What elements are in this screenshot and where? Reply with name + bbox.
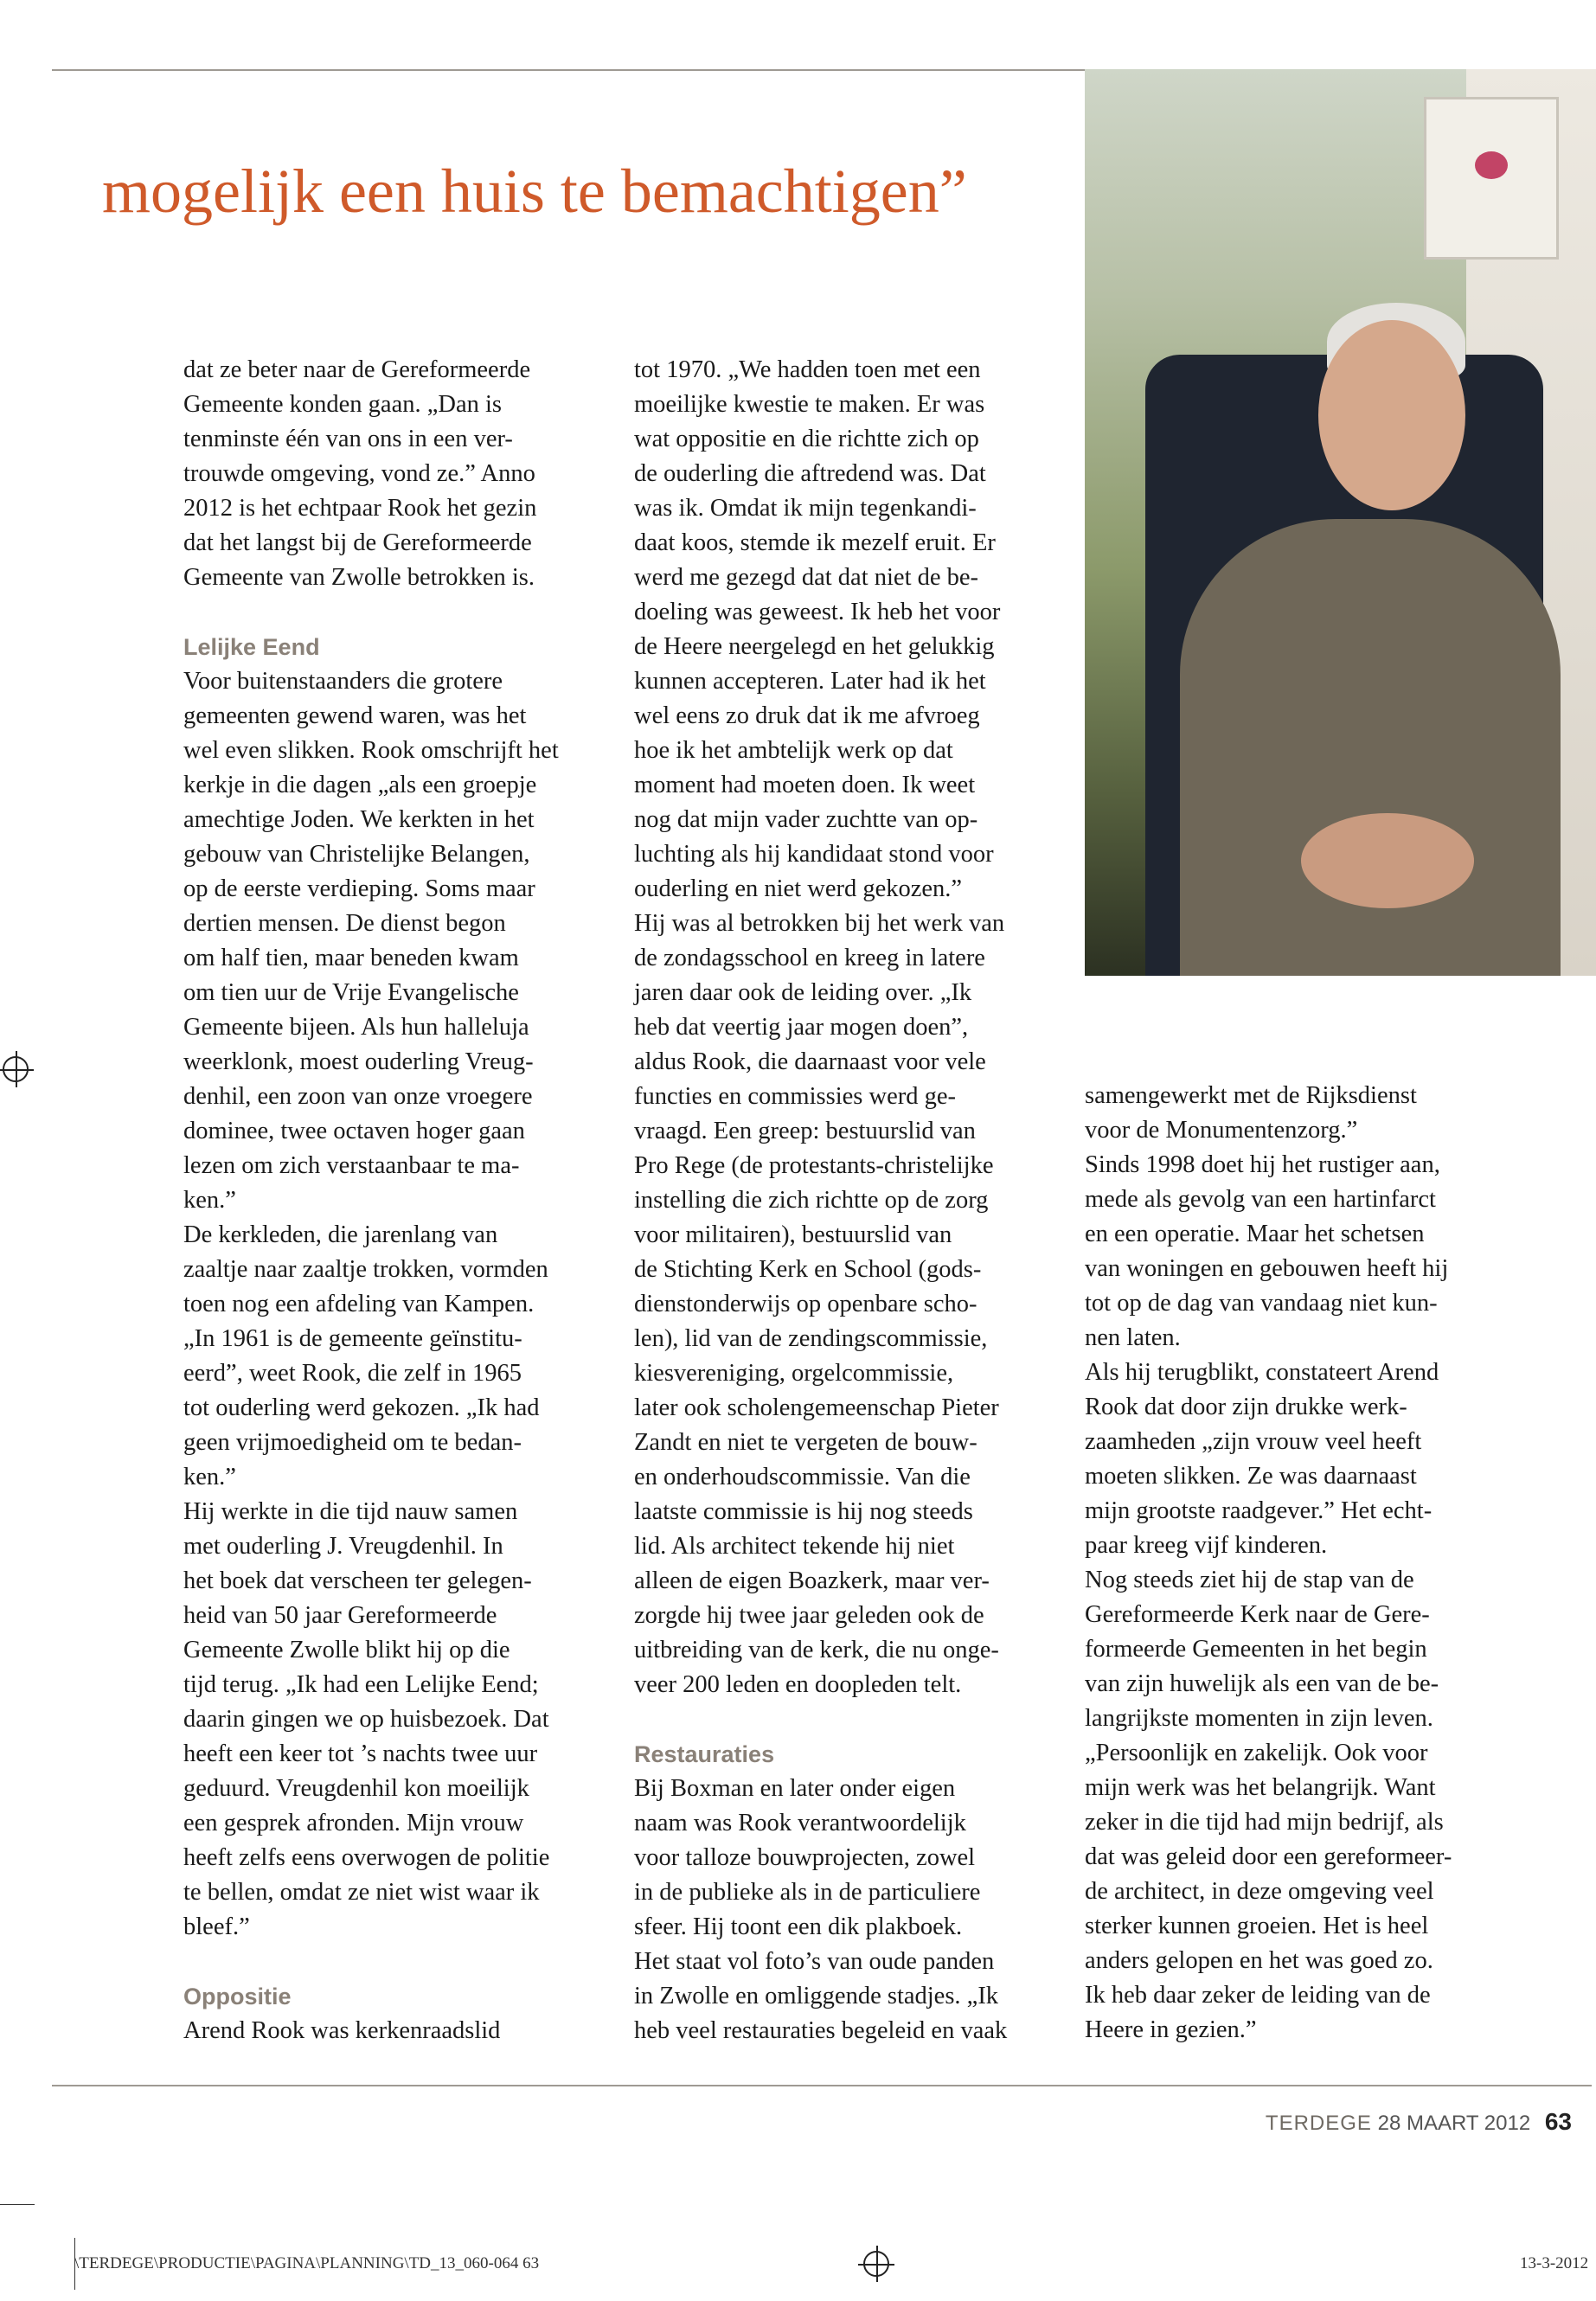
text-line: functies en commissies werd ge- [634,1083,956,1110]
text-line: voor militairen), bestuurslid van [634,1221,952,1248]
text-line: „Persoonlijk en zakelijk. Ook voor [1085,1740,1428,1766]
text-line: denhil, een zoon van onze vroegere [183,1083,533,1110]
text-line: dertien mensen. De dienst begon [183,910,506,937]
text-line: doeling was geweest. Ik heb het voor [634,599,1001,625]
bottom-rule [52,2085,1592,2086]
text-line: ken.” [183,1187,236,1214]
section-heading: Oppositie [183,1984,292,2009]
text-line: Zandt en niet te vergeten de bouw- [634,1429,977,1456]
text-line: de architect, in deze omgeving veel [1085,1878,1434,1905]
section-heading: Lelijke Eend [183,634,320,660]
text-line: kiesvereniging, orgelcommissie, [634,1360,954,1387]
text-line: heeft zelfs eens overwogen de politie [183,1844,550,1871]
text-line: luchting als hij kandidaat stond voor [634,841,994,868]
text-line: len), lid van de zendingscommissie, [634,1325,988,1352]
text-line: nen laten. [1085,1324,1181,1351]
text-line: De kerkleden, die jarenlang van [183,1221,498,1248]
text-line: was ik. Omdat ik mijn tegenkandi- [634,495,977,522]
text-line: toen nog een afdeling van Kampen. [183,1291,535,1317]
text-line: daat koos, stemde ik mezelf eruit. Er [634,529,996,556]
text-line: tot op de dag van vandaag niet kun- [1085,1290,1438,1317]
text-line: sterker kunnen groeien. Het is heel [1085,1913,1429,1939]
registration-mark-icon [863,2251,889,2277]
text-line: moeten slikken. Ze was daarnaast [1085,1463,1417,1490]
text-line: bleef.” [183,1913,250,1940]
text-line: Gereformeerde Kerk naar de Gere- [1085,1601,1430,1628]
text-line: Gemeente bijeen. Als hun halleluja [183,1014,529,1041]
text-line: dat ze beter naar de Gereformeerde [183,356,531,383]
text-line: Bij Boxman en later onder eigen [634,1775,956,1802]
text-line: op de eerste verdieping. Soms maar [183,875,535,902]
text-line: Het staat vol foto’s van oude panden [634,1948,995,1975]
text-line: Als hij terugblikt, constateert Arend [1085,1359,1439,1386]
text-line: Hij was al betrokken bij het werk van [634,910,1005,937]
text-line: Arend Rook was kerkenraadslid [183,2017,501,2044]
text-line: heeft een keer tot ’s nachts twee uur [183,1740,538,1767]
text-line: Gemeente Zwolle blikt hij op die [183,1637,510,1663]
text-line: nog dat mijn vader zuchtte van op- [634,806,978,833]
text-line: de Stichting Kerk en School (gods- [634,1256,982,1283]
text-line: mijn werk was het belangrijk. Want [1085,1774,1436,1801]
text-line: Heere in gezien.” [1085,2016,1257,2043]
text-line: eerd”, weet Rook, die zelf in 1965 [183,1360,522,1387]
text-line: om tien uur de Vrije Evangelische [183,979,519,1006]
text-line: „In 1961 is de gemeente geïnstitu- [183,1325,522,1352]
text-line: zaamheden „zijn vrouw veel heeft [1085,1428,1422,1455]
text-line: tot 1970. „We hadden toen met een [634,356,981,383]
text-line: ken.” [183,1464,236,1490]
text-line: laatste commissie is hij nog steeds [634,1498,973,1525]
text-line: zorgde hij twee jaar geleden ook de [634,1602,984,1629]
magazine-name: TERDEGE [1265,2112,1372,2135]
text-line: uitbreiding van de kerk, die nu onge- [634,1637,999,1663]
article-column-1 [183,353,559,2048]
text-line: wat oppositie en die richtte zich op [634,426,979,452]
text-line: Hij werkte in die tijd nauw samen [183,1498,518,1525]
text-line: tot ouderling werd gekozen. „Ik had [183,1394,540,1421]
text-line: Sinds 1998 doet hij het rustiger aan, [1085,1151,1440,1178]
text-line: aldus Rook, die daarnaast voor vele [634,1048,986,1075]
text-line: sfeer. Hij toont een dik plakboek. [634,1913,963,1940]
photo-flower-painting [1475,151,1508,179]
text-line: hoe ik het ambtelijk werk op dat [634,737,953,764]
text-line: in Zwolle en omliggende stadjes. „Ik [634,1983,999,2009]
text-line: zaaltje naar zaaltje trokken, vormden [183,1256,548,1283]
text-line: kunnen accepteren. Later had ik het [634,668,986,695]
text-line: vraagd. Een greep: bestuurslid van [634,1118,976,1144]
article-column-3 [1085,1079,1452,2048]
text-line: heb dat veertig jaar mogen doen”, [634,1014,969,1041]
text-line: geen vrijmoedigheid om te bedan- [183,1429,522,1456]
text-line: met ouderling J. Vreugdenhil. In [183,1533,503,1560]
text-line: mijn grootste raadgever.” Het echt- [1085,1497,1433,1524]
section-heading: Restauraties [634,1741,775,1767]
registration-mark-icon [3,1056,29,1082]
text-line: formeerde Gemeenten in het begin [1085,1636,1427,1663]
top-rule [52,69,1090,71]
text-line: Rook dat door zijn drukke werk- [1085,1394,1407,1420]
text-line: ouderling en niet werd gekozen.” [634,875,963,902]
text-line: moment had moeten doen. Ik weet [634,772,976,798]
text-line: en onderhoudscommissie. Van die [634,1464,971,1490]
text-line: voor talloze bouwprojecten, zowel [634,1844,976,1871]
text-line: naam was Rook verantwoordelijk [634,1810,966,1836]
text-line: het boek dat verscheen ter gelegen- [183,1567,532,1594]
text-line: tijd terug. „Ik had een Lelijke Eend; [183,1671,539,1698]
text-line: heid van 50 jaar Gereformeerde [183,1602,497,1629]
text-line: mede als gevolg van een hartinfarct [1085,1186,1436,1213]
text-line: langrijkste momenten in zijn leven. [1085,1705,1433,1732]
text-line: paar kreeg vijf kinderen. [1085,1532,1328,1559]
portrait-photo [1085,69,1596,976]
text-line: Pro Rege (de protestants-christelijke [634,1152,994,1179]
text-line: gebouw van Christelijke Belangen, [183,841,530,868]
print-slug-date: 13-3-2012 [1520,2254,1589,2272]
text-line: werd me gezegd dat dat niet de be- [634,564,979,591]
text-line: lid. Als architect tekende hij niet [634,1533,955,1560]
text-line: dienstonderwijs op openbare scho- [634,1291,977,1317]
text-line: wel even slikken. Rook omschrijft het [183,737,559,764]
crop-mark [0,2204,35,2205]
headline: mogelijk een huis te bemachtigen” [102,157,967,226]
text-line: alleen de eigen Boazkerk, maar ver- [634,1567,990,1594]
text-line: dat het langst bij de Gereformeerde [183,529,532,556]
text-line: van zijn huwelijk als een van de be- [1085,1670,1439,1697]
text-line: anders gelopen en het was goed zo. [1085,1947,1433,1974]
text-line: moeilijke kwestie te maken. Er was [634,391,985,418]
text-line: instelling die zich richtte op de zorg [634,1187,989,1214]
photo-wall-art [1424,97,1559,260]
text-line: de ouderling die aftredend was. Dat [634,460,986,487]
article-column-2 [634,353,1007,2048]
text-line: samengewerkt met de Rijksdienst [1085,1082,1417,1109]
text-line: geduurd. Vreugdenhil kon moeilijk [183,1775,529,1802]
text-line: later ook scholengemeenschap Pieter [634,1394,999,1421]
text-line: trouwde omgeving, vond ze.” Anno [183,460,535,487]
text-line: kerkje in die dagen „als een groepje [183,772,537,798]
text-line: van woningen en gebouwen heeft hij [1085,1255,1449,1282]
text-line: te bellen, omdat ze niet wist waar ik [183,1879,540,1906]
text-line: in de publieke als in de particuliere [634,1879,981,1906]
text-line: een gesprek afronden. Mijn vrouw [183,1810,524,1836]
text-line: tenminste één van ons in een ver- [183,426,513,452]
text-line: Gemeente konden gaan. „Dan is [183,391,502,418]
text-line: 2012 is het echtpaar Rook het gezin [183,495,537,522]
print-slug-path: \TERDEGE\PRODUCTIE\PAGINA\PLANNING\TD_13_060-064 63 [74,2254,540,2272]
text-line: om half tien, maar beneden kwam [183,945,519,971]
text-line: jaren daar ook de leiding over. „Ik [634,979,972,1006]
text-line: veer 200 leden en doopleden telt. [634,1671,962,1698]
text-line: weerklonk, moest ouderling Vreug- [183,1048,534,1075]
text-line: wel eens zo druk dat ik me afvroeg [634,702,980,729]
text-line: Gemeente van Zwolle betrokken is. [183,564,535,591]
text-line: dominee, twee octaven hoger gaan [183,1118,525,1144]
text-line: amechtige Joden. We kerkten in het [183,806,535,833]
text-line: heb veel restauraties begeleid en vaak [634,2017,1008,2044]
text-line: lezen om zich verstaanbaar te ma- [183,1152,520,1179]
photo-man-face [1318,320,1465,510]
text-line: Voor buitenstaanders die grotere [183,668,503,695]
text-line: gemeenten gewend waren, was het [183,702,527,729]
text-line: de Heere neergelegd en het gelukkig [634,633,995,660]
text-line: Nog steeds ziet hij de stap van de [1085,1567,1414,1593]
text-line: daarin gingen we op huisbezoek. Dat [183,1706,549,1733]
photo-man-hands [1301,813,1474,908]
page-footer [1266,2108,1572,2136]
text-line: dat was geleid door een gereformeer- [1085,1843,1452,1870]
text-line: zeker in die tijd had mijn bedrijf, als [1085,1809,1444,1836]
page-number: 63 [1544,2108,1572,2135]
text-line: de zondagsschool en kreeg in latere [634,945,985,971]
text-line: voor de Monumentenzorg.” [1085,1117,1358,1144]
text-line: Ik heb daar zeker de leiding van de [1085,1982,1431,2009]
text-line: en een operatie. Maar het schetsen [1085,1221,1425,1247]
issue-date: 28 MAART 2012 [1377,2112,1531,2135]
